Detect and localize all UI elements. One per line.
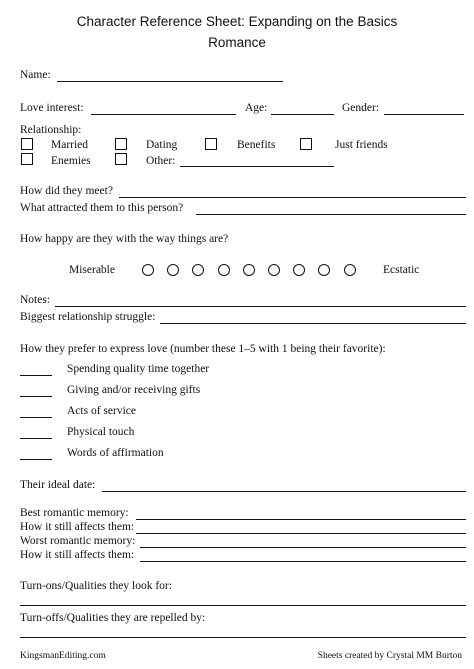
struggle-label: Biggest relationship struggle: — [20, 311, 156, 323]
how-met-field[interactable] — [119, 197, 466, 198]
love-interest-label: Love interest: — [20, 102, 84, 114]
notes-label: Notes: — [20, 294, 51, 306]
affects1-label: How it still affects them: — [20, 521, 135, 533]
affects1-field[interactable] — [136, 533, 466, 534]
page-title: Character Reference Sheet: Expanding on the Basics — [76, 14, 398, 29]
struggle-field[interactable] — [160, 323, 466, 324]
love-language-item: Physical touch — [67, 426, 135, 438]
love-language-item: Spending quality time together — [67, 363, 210, 375]
best-memory-label: Best romantic memory: — [20, 507, 129, 519]
happiness-scale-option[interactable] — [268, 264, 280, 276]
married-checkbox[interactable] — [21, 138, 33, 150]
rank-blank[interactable] — [20, 375, 52, 376]
name-field[interactable] — [57, 81, 283, 82]
happiness-scale-option[interactable] — [293, 264, 305, 276]
attracted-field[interactable] — [196, 214, 466, 215]
ideal-date-field[interactable] — [102, 491, 466, 492]
rank-blank[interactable] — [20, 438, 52, 439]
turn-offs-field[interactable] — [20, 637, 466, 638]
rank-blank[interactable] — [20, 459, 52, 460]
miserable-label: Miserable — [69, 264, 115, 276]
rank-blank[interactable] — [20, 396, 52, 397]
rank-blank[interactable] — [20, 417, 52, 418]
name-label: Name: — [20, 69, 51, 81]
affects2-label: How it still affects them: — [20, 549, 135, 561]
affects2-field[interactable] — [140, 561, 466, 562]
other-label: Other: — [146, 155, 176, 167]
notes-field[interactable] — [55, 306, 466, 307]
happiness-scale-option[interactable] — [142, 264, 154, 276]
age-field[interactable] — [271, 114, 334, 115]
dating-label: Dating — [146, 139, 178, 151]
footer-credit: Sheets created by Crystal MM Burton — [317, 651, 462, 661]
happiness-question: How happy are they with the way things are? — [20, 233, 229, 245]
enemies-checkbox[interactable] — [21, 153, 33, 165]
other-checkbox[interactable] — [115, 153, 127, 165]
love-language-item: Acts of service — [67, 405, 136, 417]
footer-website: KingsmanEditing.com — [20, 651, 106, 661]
happiness-scale-option[interactable] — [167, 264, 179, 276]
gender-field[interactable] — [384, 114, 464, 115]
ideal-date-label: Their ideal date: — [20, 479, 96, 491]
attracted-label: What attracted them to this person? — [20, 202, 184, 214]
worst-memory-label: Worst romantic memory: — [20, 535, 136, 547]
happiness-scale-option[interactable] — [318, 264, 330, 276]
love-interest-field[interactable] — [91, 114, 236, 115]
happiness-scale-option[interactable] — [344, 264, 356, 276]
happiness-scale-option[interactable] — [192, 264, 204, 276]
how-met-label: How did they meet? — [20, 185, 113, 197]
turn-ons-label: Turn-ons/Qualities they look for: — [20, 580, 172, 592]
page-subtitle: Romance — [208, 35, 266, 50]
love-language-item: Words of affirmation — [67, 447, 164, 459]
relationship-label: Relationship: — [20, 124, 82, 136]
love-language-item: Giving and/or receiving gifts — [67, 384, 201, 396]
gender-label: Gender: — [342, 102, 380, 114]
just-friends-checkbox[interactable] — [300, 138, 312, 150]
ecstatic-label: Ecstatic — [383, 264, 420, 276]
married-label: Married — [51, 139, 89, 151]
worst-memory-field[interactable] — [140, 547, 466, 548]
dating-checkbox[interactable] — [115, 138, 127, 150]
happiness-scale-option[interactable] — [243, 264, 255, 276]
enemies-label: Enemies — [51, 155, 91, 167]
other-field[interactable] — [180, 166, 334, 167]
age-label: Age: — [245, 102, 268, 114]
happiness-scale-option[interactable] — [218, 264, 230, 276]
best-memory-field[interactable] — [136, 519, 466, 520]
benefits-label: Benefits — [237, 139, 276, 151]
just-friends-label: Just friends — [335, 139, 388, 151]
turn-ons-field[interactable] — [20, 605, 466, 606]
benefits-checkbox[interactable] — [205, 138, 217, 150]
turn-offs-label: Turn-offs/Qualities they are repelled by: — [20, 612, 206, 624]
love-prompt: How they prefer to express love (number these 1–5 with 1 being their favorite): — [20, 343, 386, 355]
